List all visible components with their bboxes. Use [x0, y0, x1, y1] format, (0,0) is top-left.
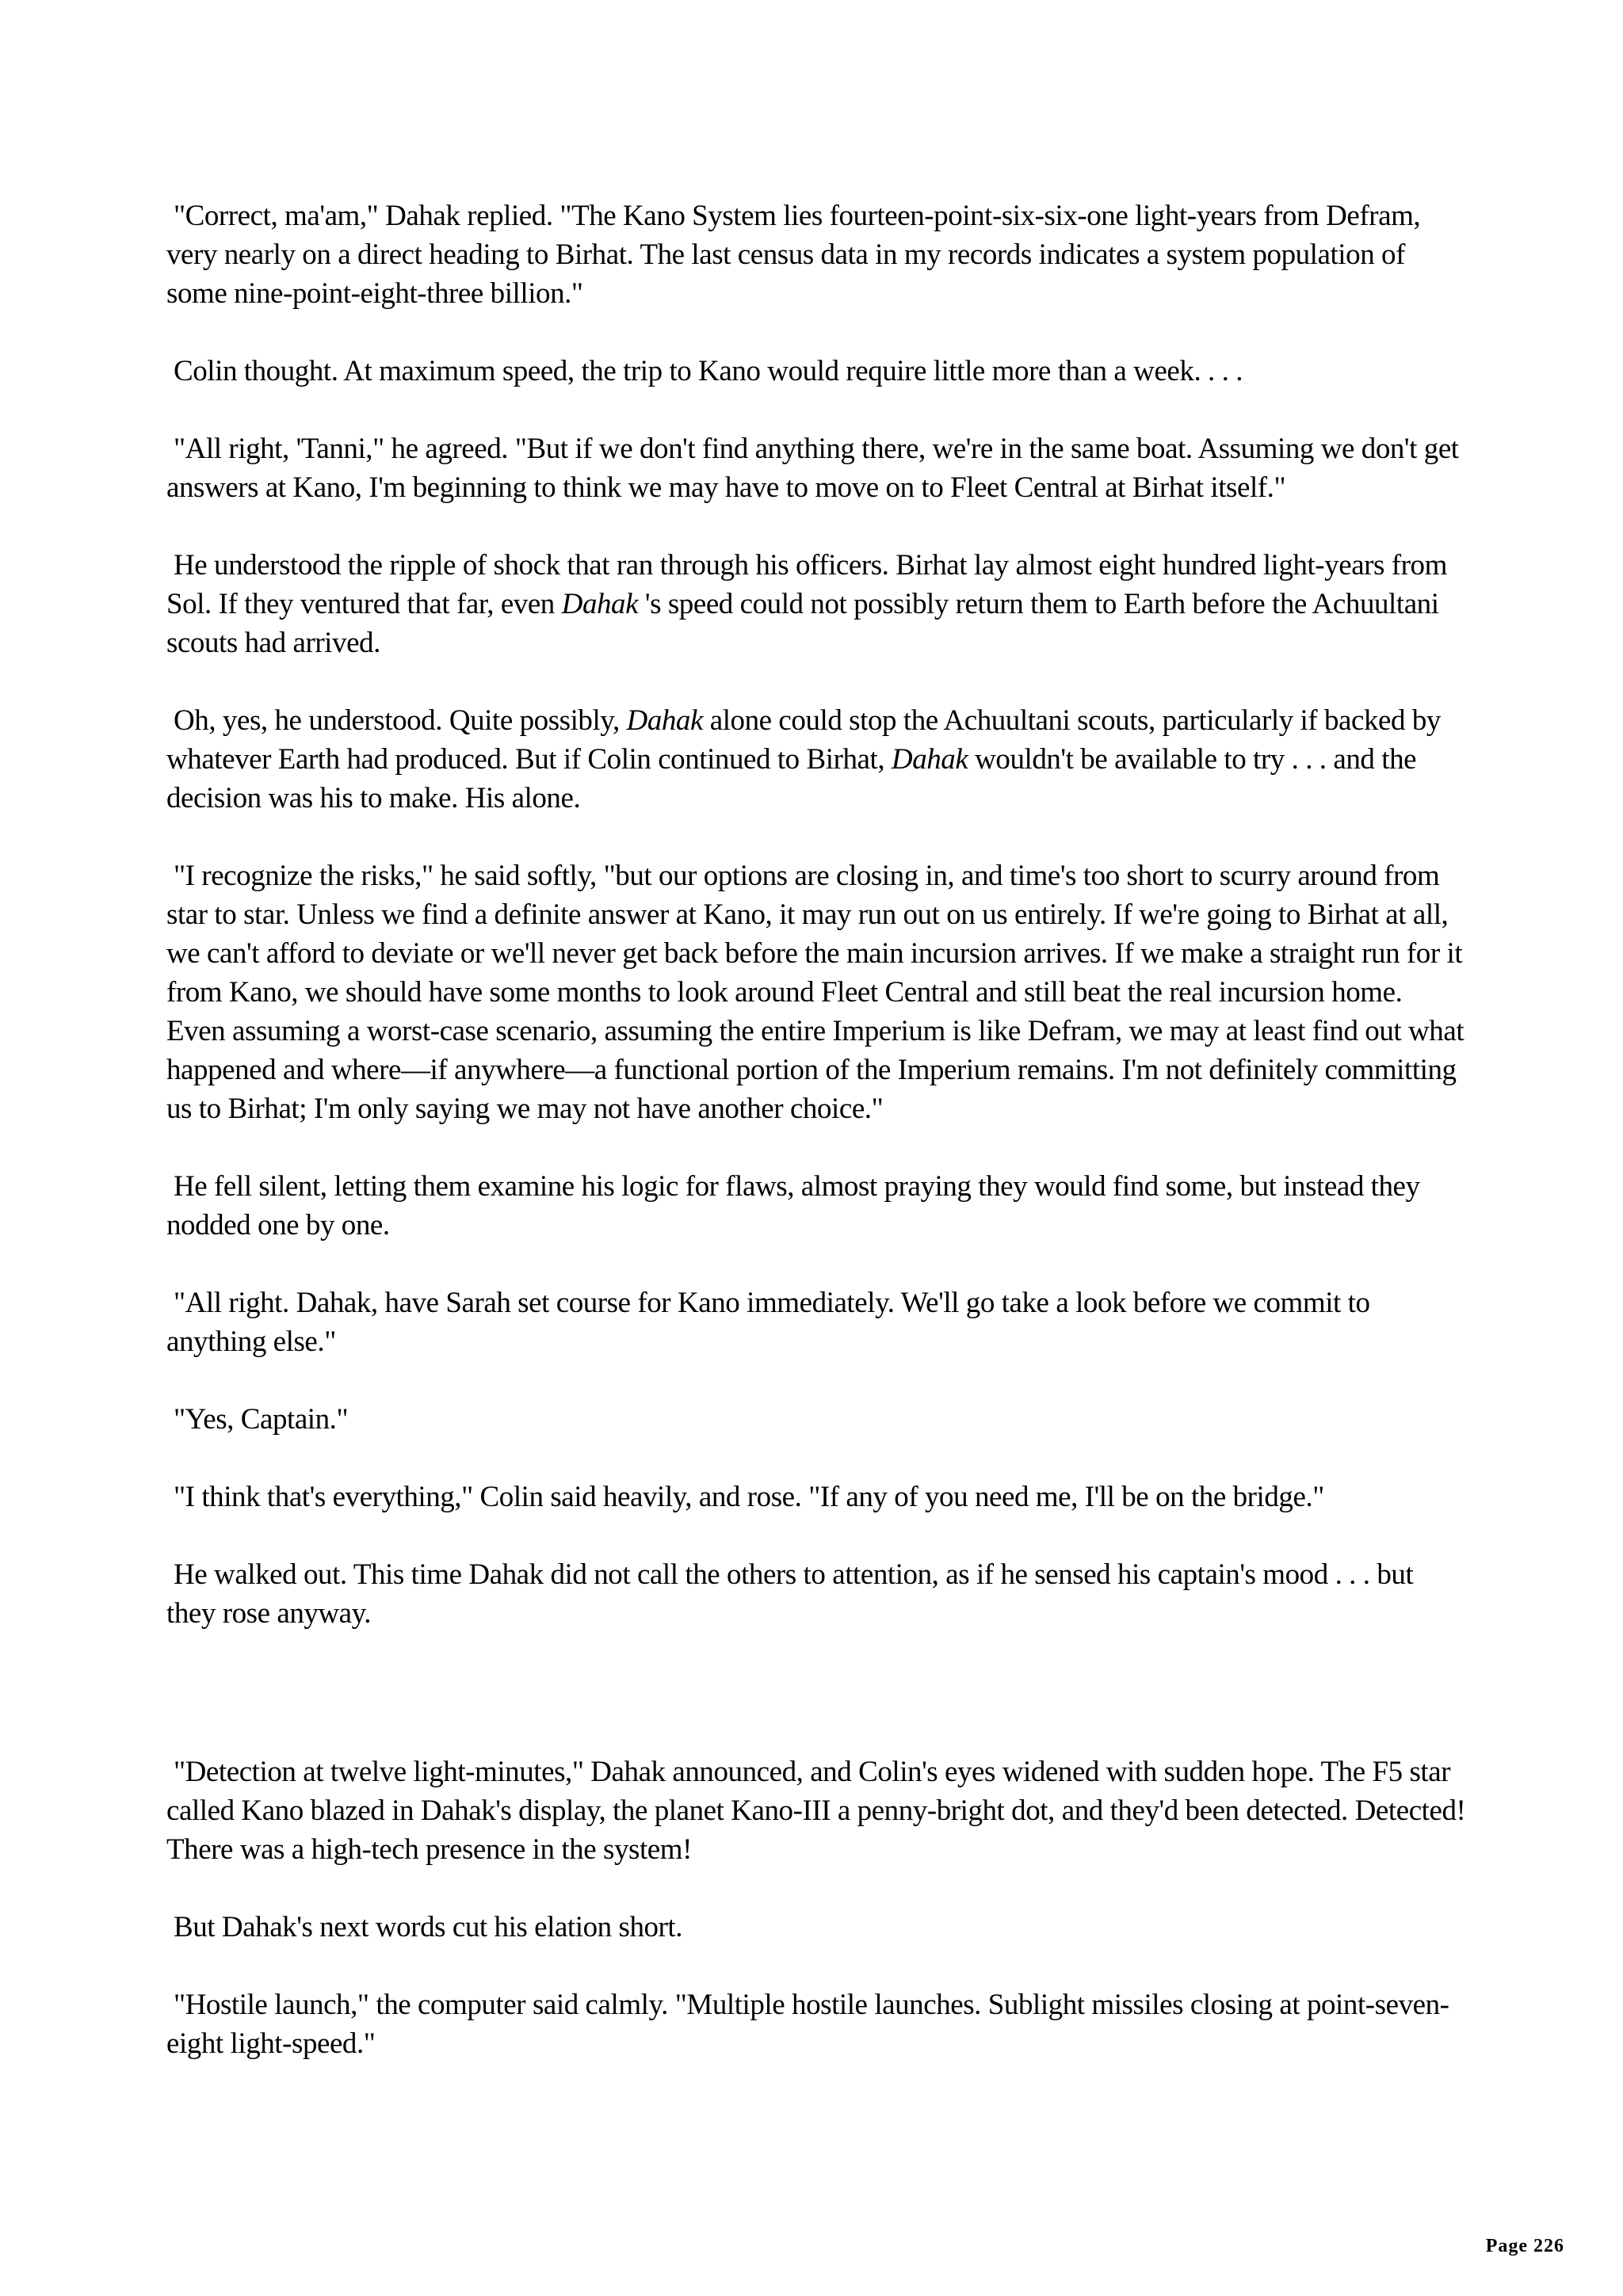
paragraph-text: "Hostile launch," the computer said calmly. "Multiple hostile launches. Sublight missiles closing at point-seven-eight light-speed."	[166, 1989, 1449, 2060]
paragraph-text: alone could stop the Achuultani scouts, particularly if backed by whatever Earth had produced. But if Colin continued to Birhat,	[166, 704, 1441, 776]
paragraph	[166, 1400, 1466, 1439]
italic-text: Dahak	[626, 704, 703, 737]
page-body	[166, 196, 1466, 2102]
paragraph	[166, 856, 1466, 1128]
paragraph-text: "Detection at twelve light-minutes," Dahak announced, and Colin's eyes widened with sudden hope. The F5 star called Kano blazed in Dahak's display, the planet Kano-III a penny-bright dot, and they'd been detected. Detected! There was a high-tech presence in the system!	[166, 1756, 1466, 1866]
paragraph	[166, 352, 1466, 391]
paragraph	[166, 1283, 1466, 1361]
paragraph	[166, 1985, 1466, 2063]
paragraph	[166, 1908, 1466, 1947]
page-number: Page 226	[1485, 2236, 1564, 2256]
paragraph	[166, 546, 1466, 662]
paragraph-text: "Yes, Captain."	[174, 1403, 349, 1436]
paragraph	[166, 1478, 1466, 1516]
paragraph-text: "I think that's everything," Colin said heavily, and rose. "If any of you need me, I'll be on the bridge."	[174, 1481, 1324, 1513]
paragraph	[166, 196, 1466, 313]
paragraph-text: But Dahak's next words cut his elation short.	[174, 1911, 683, 1943]
paragraph-text: "All right, 'Tanni," he agreed. "But if we don't find anything there, we're in the same boat. Assuming we don't get answers at Kano, I'm beginning to think we may have to move on to Fleet Central at Birhat itself."	[166, 433, 1459, 504]
paragraph-text: Colin thought. At maximum speed, the trip to Kano would require little more than a week. . . .	[174, 355, 1243, 387]
paragraph	[166, 1167, 1466, 1245]
italic-text: Dahak	[891, 743, 968, 776]
paragraph	[166, 429, 1466, 507]
paragraph-text: Oh, yes, he understood. Quite possibly,	[174, 704, 627, 737]
paragraph	[166, 1555, 1466, 1633]
paragraph-text: "All right. Dahak, have Sarah set course for Kano immediately. We'll go take a look before we commit to anything else."	[166, 1287, 1370, 1358]
paragraph-text: He understood the ripple of shock that ran through his officers. Birhat lay almost eight hundred light-years from Sol. If they ventured that far, even	[166, 549, 1447, 620]
paragraph-text: He walked out. This time Dahak did not call the others to attention, as if he sensed his captain's mood . . . but they rose anyway.	[166, 1558, 1414, 1630]
paragraph	[166, 701, 1466, 818]
paragraph-text: "I recognize the risks," he said softly, "but our options are closing in, and time's too short to scurry around from star to star. Unless we find a definite answer at Kano, it may run out on us entirely. If we're going to Birhat at all, we can't afford to deviate or we'll never get back before the main incursion arrives. If we make a straight run for it from Kano, we should have some months to look around Fleet Central and still beat the real incursion home. Even assuming a worst-case scenario, assuming the entire Imperium is like Defram, we may at least find out what happened and where—if anywhere—a functional portion of the Imperium remains. I'm not definitely committing us to Birhat; I'm only saying we may not have another choice."	[166, 860, 1465, 1125]
paragraph-text: He fell silent, letting them examine his logic for flaws, almost praying they would find some, but instead they nodded one by one.	[166, 1170, 1420, 1241]
paragraph-text: "Correct, ma'am," Dahak replied. "The Kano System lies fourteen-point-six-six-one light-years from Defram, very nearly on a direct heading to Birhat. The last census data in my records indicates a system population of some nine-point-eight-three billion."	[166, 200, 1421, 310]
italic-text: Dahak	[561, 588, 639, 620]
scene-break	[166, 1672, 1466, 1753]
paragraph-text: 's speed could not possibly return them to Earth before the Achuultani scouts had arrived.	[166, 588, 1439, 659]
paragraph-text: wouldn't be available to try . . . and the decision was his to make. His alone.	[166, 743, 1417, 814]
paragraph	[166, 1753, 1466, 1869]
